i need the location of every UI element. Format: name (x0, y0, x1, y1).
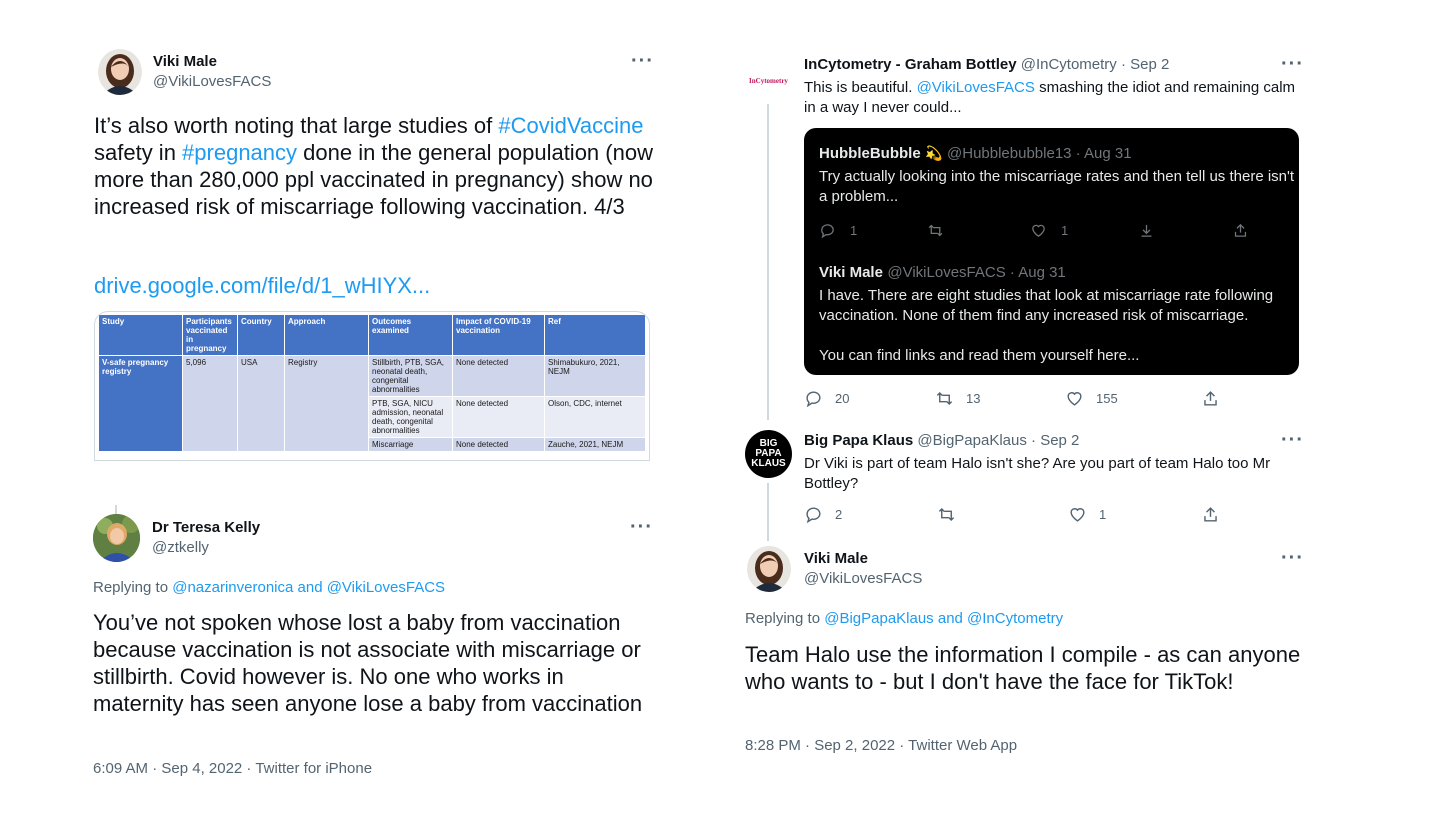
col-country: Country (238, 315, 285, 356)
hashtag-covidvaccine[interactable]: #CovidVaccine (498, 113, 644, 138)
share-icon (1201, 389, 1220, 408)
quoted-tweet-text: You can find links and read them yourself here... (819, 347, 1140, 364)
like-icon (1068, 505, 1087, 524)
replying-to: Replying to @BigPapaKlaus and @InCytometry (745, 610, 1064, 627)
cell-outcomes: PTB, SGA, NICU admission, neonatal death, congenital abnormalities (369, 397, 453, 438)
retweet-button[interactable] (937, 505, 968, 524)
author-handle[interactable]: @VikiLovesFACS (804, 570, 923, 587)
cell-ref: Shimabukuro, 2021, NEJM (545, 356, 646, 397)
thread-line (767, 483, 769, 541)
share-button[interactable] (1201, 389, 1232, 408)
author-handle[interactable]: @BigPapaKlaus (917, 432, 1027, 449)
avatar[interactable] (745, 57, 792, 104)
replying-to-links[interactable]: @nazarinveronica and @VikiLovesFACS (172, 579, 446, 596)
reply-icon (804, 389, 823, 408)
quoted-thread-image[interactable] (804, 128, 1299, 375)
cell-ref: Olson, CDC, internet (545, 397, 646, 438)
avatar-logo-text: BIG PAPA KLAUS (751, 438, 786, 469)
quoted-tweet-viki-header (819, 264, 1066, 282)
author-handle: @VikiLovesFACS · Aug 31 (887, 264, 1066, 281)
tweet-text: Team Halo use the information I compile - as can anyone who wants to - but I don't have the face for TikTok! (745, 642, 1301, 694)
like-icon (1030, 222, 1047, 239)
cell-ref: Zauche, 2021, NEJM (545, 438, 646, 452)
share-icon (1232, 222, 1249, 239)
author-name: HubbleBubble (819, 145, 921, 162)
tweet-image-table[interactable] (94, 311, 650, 461)
more-icon[interactable]: ··· (631, 50, 654, 72)
more-icon[interactable]: ··· (630, 516, 653, 538)
hashtag-pregnancy[interactable]: #pregnancy (182, 140, 298, 165)
mention-vikilovesfacs[interactable]: @VikiLovesFACS (916, 79, 1035, 96)
cell-study: V-safe pregnancy registry (99, 356, 183, 452)
tweet-text: This is beautiful. @VikiLovesFACS smashing the idiot and remaining calm in a way I never could... (804, 79, 1296, 116)
like-action: 1 (1030, 222, 1068, 239)
cell-country: USA (238, 356, 285, 452)
author-handle[interactable]: @InCytometry (1020, 56, 1117, 73)
tweet-header: InCytometry - Graham Bottley @InCytometry · Sep 2 (804, 56, 1170, 73)
col-approach: Approach (285, 315, 369, 356)
replying-to-links[interactable]: @BigPapaKlaus and @InCytometry (824, 610, 1064, 627)
avatar[interactable] (745, 430, 792, 478)
author-handle[interactable]: @ztkelly (152, 539, 209, 556)
col-ref: Ref (545, 315, 646, 356)
author-name[interactable]: InCytometry - Graham Bottley (804, 56, 1017, 73)
download-action (1138, 222, 1169, 239)
more-icon[interactable]: ··· (1281, 53, 1304, 75)
tweet-date[interactable]: Sep 2 (1130, 56, 1170, 73)
author-name: Viki Male (819, 264, 883, 281)
author-name[interactable]: Big Papa Klaus (804, 432, 914, 449)
quoted-tweet-text: Try actually looking into the miscarriage rates and then tell us there isn't a problem... (819, 168, 1295, 205)
share-icon (1201, 505, 1220, 524)
tweet-text: You’ve not spoken whose lost a baby from vaccination because vaccination is not associate with miscarriage or stillbirth. Covid however is. No one who works in maternity has seen anyone lose a baby from vaccination (93, 610, 643, 716)
reply-action: 1 (819, 222, 857, 239)
avatar[interactable] (93, 514, 140, 562)
more-icon[interactable]: ··· (1281, 547, 1304, 569)
col-impact: Impact of COVID-19 vaccination (453, 315, 545, 356)
cell-impact: None detected (453, 438, 545, 452)
author-handle[interactable]: @VikiLovesFACS (153, 73, 272, 90)
author-name[interactable]: Viki Male (153, 53, 217, 70)
tweet-timestamp[interactable]: 8:28 PM · Sep 2, 2022 · Twitter Web App (745, 737, 1018, 754)
emoji: 💫 (925, 145, 943, 161)
more-icon[interactable]: ··· (1281, 429, 1304, 451)
author-name[interactable]: Viki Male (804, 550, 868, 567)
quoted-tweet-text: I have. There are eight studies that look at miscarriage rate following vaccination. None of them find any increased risk of miscarriage. (819, 287, 1274, 324)
cell-outcomes: Miscarriage (369, 438, 453, 452)
like-count: 1 (1099, 507, 1107, 522)
cell-impact: None detected (453, 356, 545, 397)
reply-count: 20 (835, 391, 850, 406)
avatar-logo-text: InCytometry (749, 76, 788, 85)
tweet-header: Big Papa Klaus @BigPapaKlaus · Sep 2 (804, 432, 1080, 449)
avatar[interactable] (98, 49, 142, 95)
like-button[interactable] (1065, 389, 1118, 408)
thread-line (115, 505, 117, 514)
quoted-tweet-hubblebubble-header (819, 145, 1132, 163)
reply-button[interactable] (804, 505, 842, 524)
retweet-icon (927, 222, 944, 239)
cell-approach: Registry (285, 356, 369, 452)
cell-impact: None detected (453, 397, 545, 438)
tweet-timestamp[interactable]: 6:09 AM · Sep 4, 2022 · Twitter for iPhone (93, 760, 373, 777)
like-button[interactable] (1068, 505, 1106, 524)
reply-icon (804, 505, 823, 524)
retweet-icon (937, 505, 956, 524)
retweet-count: 13 (966, 391, 981, 406)
col-study: Study (99, 315, 183, 356)
reply-icon (819, 222, 836, 239)
cell-participants: 5,096 (183, 356, 238, 452)
cell-outcomes: Stillbirth, PTB, SGA, neonatal death, congenital abnormalities (369, 356, 453, 397)
col-outcomes: Outcomes examined (369, 315, 453, 356)
retweet-button[interactable] (935, 389, 980, 408)
like-count: 155 (1096, 391, 1118, 406)
download-icon (1138, 222, 1155, 239)
share-button[interactable] (1201, 505, 1232, 524)
drive-link[interactable]: drive.google.com/file/d/1_wHIYX... (94, 273, 431, 298)
col-participants: Participants vaccinated in pregnancy (183, 315, 238, 356)
tweet-text: Dr Viki is part of team Halo isn't she? Are you part of team Halo too Mr Bottley? (804, 455, 1271, 492)
avatar[interactable] (747, 546, 791, 592)
replying-to: Replying to @nazarinveronica and @VikiLovesFACS (93, 579, 446, 596)
author-handle: @Hubblebubble13 · Aug 31 (947, 145, 1132, 162)
studies-table (98, 314, 646, 452)
thread-line (767, 96, 769, 420)
like-icon (1065, 389, 1084, 408)
reply-count: 2 (835, 507, 843, 522)
retweet-icon (935, 389, 954, 408)
retweet-action (927, 222, 958, 239)
tweet-text: It’s also worth noting that large studies of #CovidVaccine safety in #pregnancy done in the general population (now more than 280,000 ppl vaccinated in pregnancy) show no increased risk of miscarriage following vaccination. 4/3 (94, 113, 653, 219)
reply-button[interactable] (804, 389, 849, 408)
share-action (1232, 222, 1263, 239)
tweet-date[interactable]: Sep 2 (1040, 432, 1080, 449)
table-row (99, 356, 646, 397)
author-name[interactable]: Dr Teresa Kelly (152, 519, 261, 536)
